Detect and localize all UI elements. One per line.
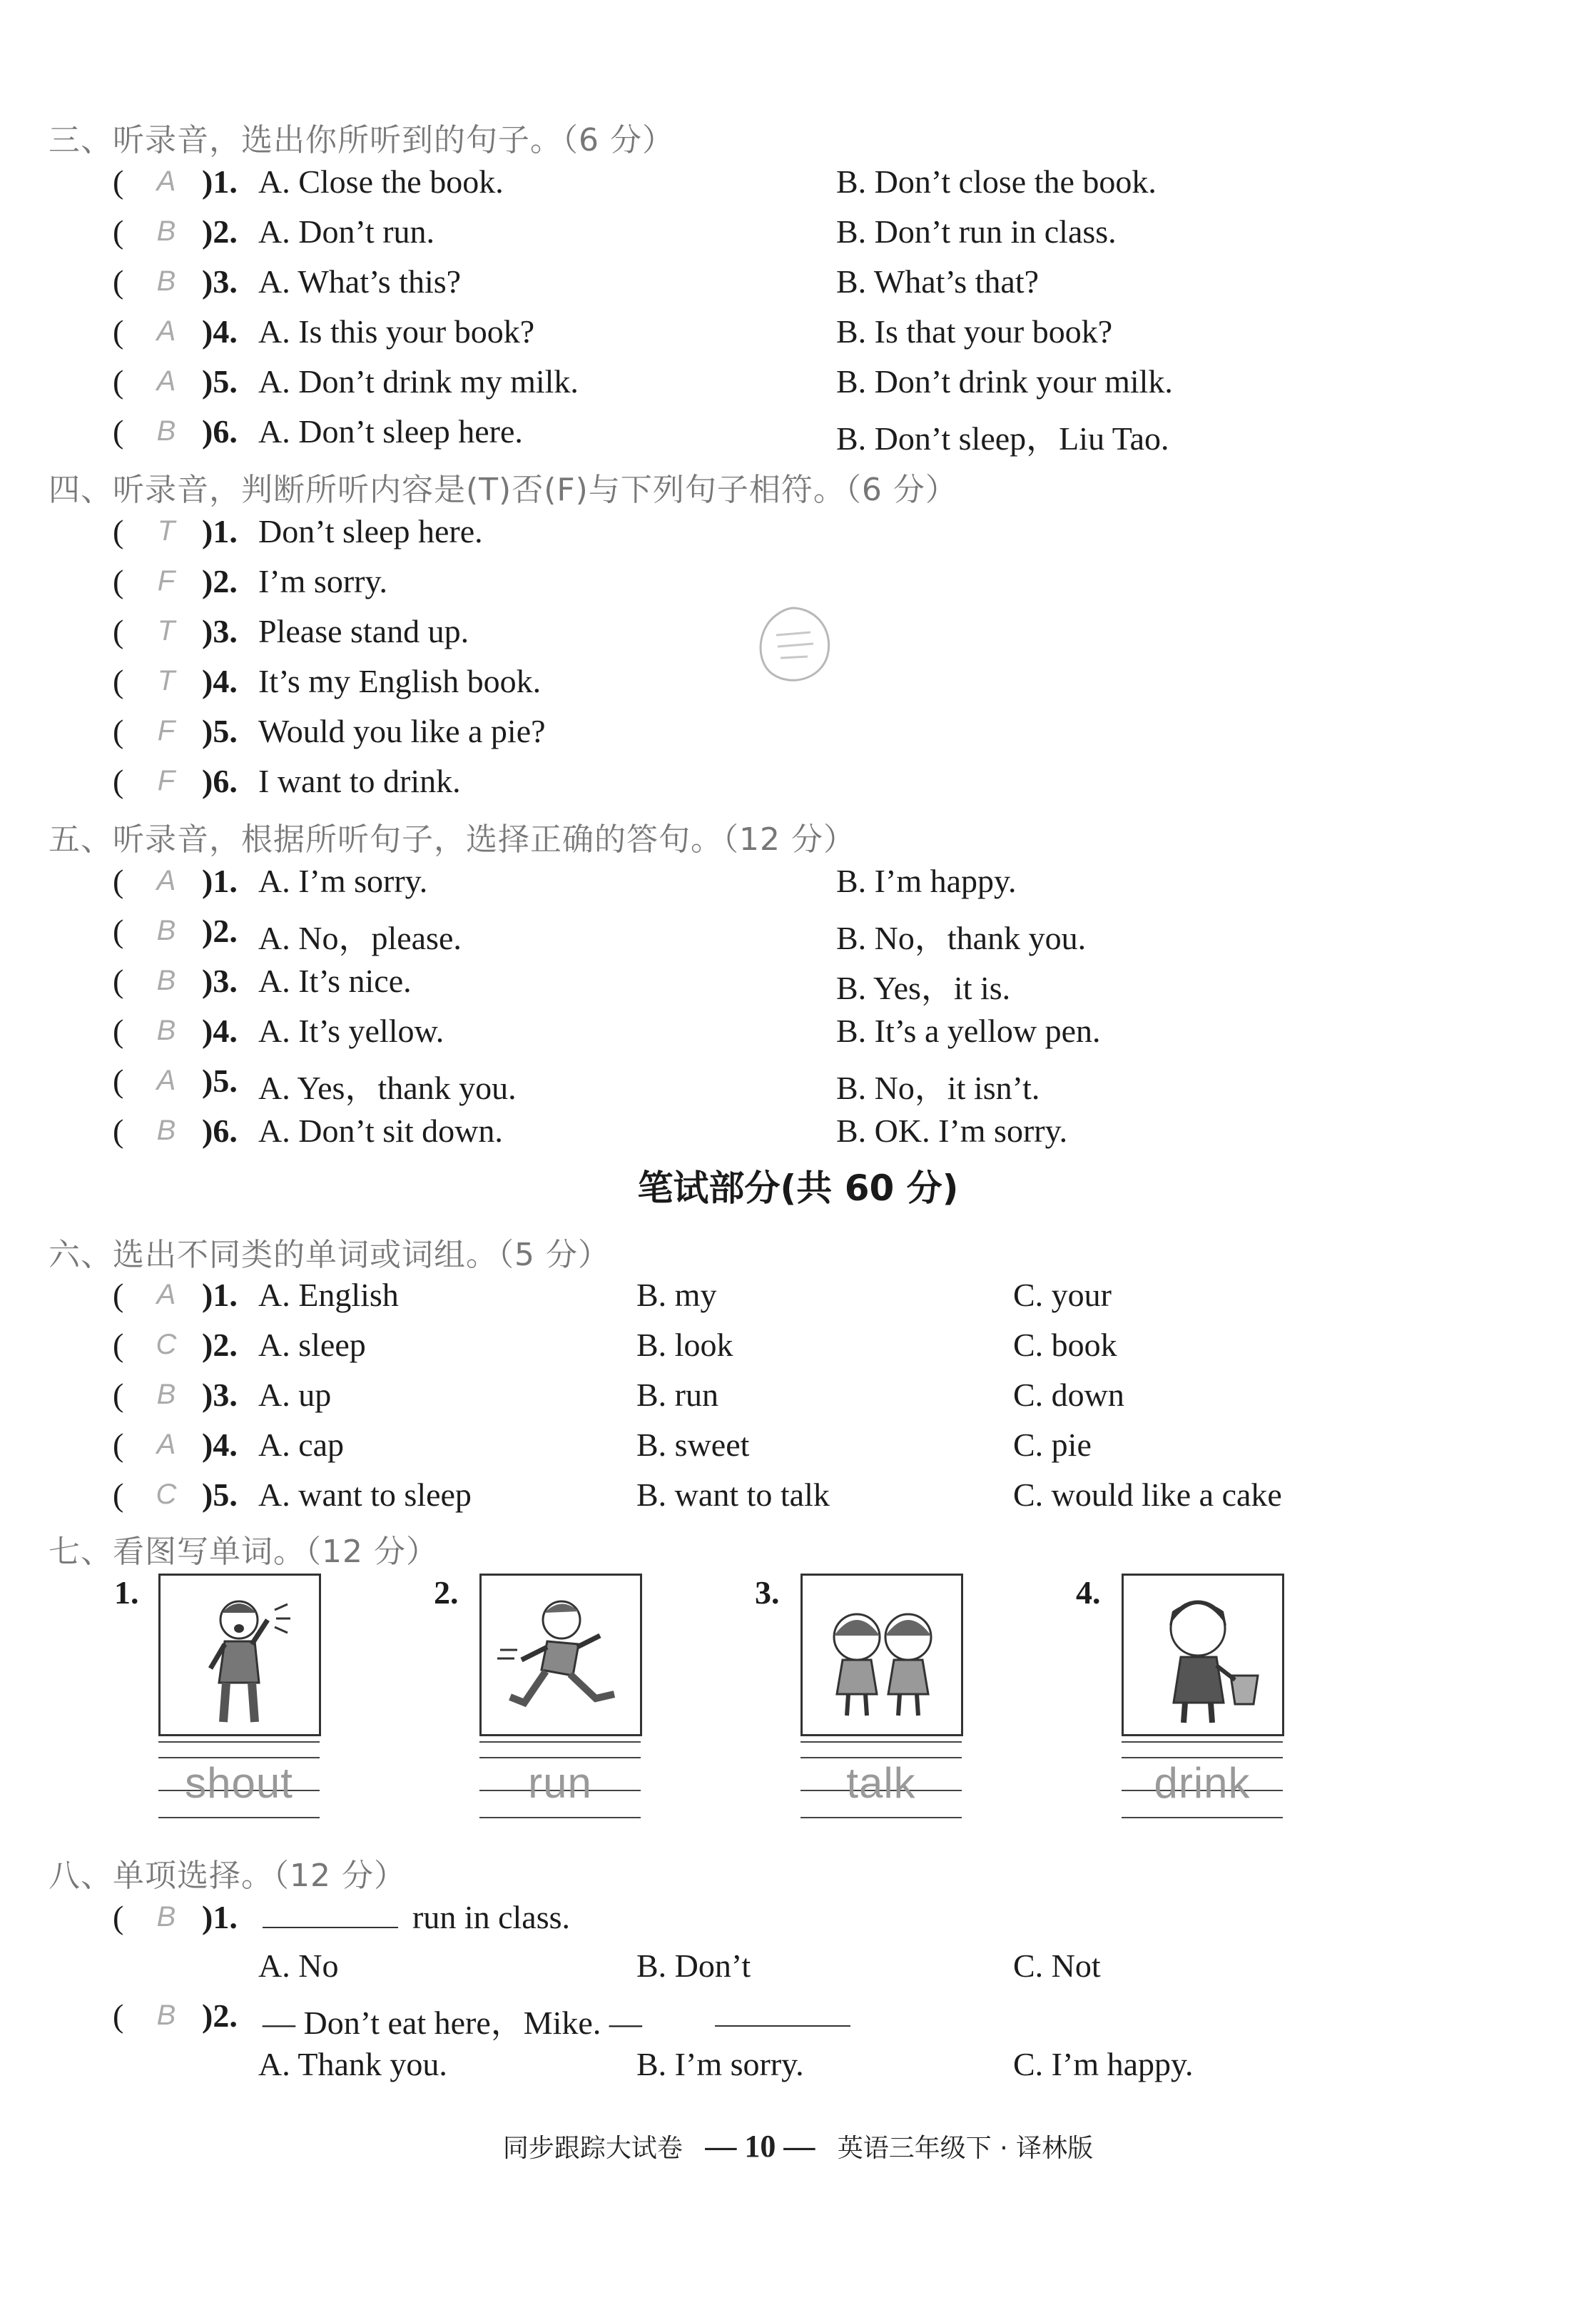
question-number: )1. — [202, 1899, 238, 1935]
question-row: ( A )1. A. Close the book. B. Don’t close the book. — [113, 163, 1157, 200]
option-b: B. Don’t drink your milk. — [836, 363, 1173, 400]
option-b: B. Don’t — [636, 1947, 751, 1984]
option-c: C. Not — [1013, 1947, 1101, 1984]
section-5-title: 五、听录音，根据所听句子，选择正确的答句。（12 分） — [49, 821, 855, 858]
answer-mark: B — [156, 265, 176, 297]
option-a: A. up — [258, 1377, 332, 1413]
question-row: ( F )2. I’m sorry. — [113, 563, 387, 599]
girl-drinking-illustration — [1124, 1576, 1282, 1734]
boy-running-illustration — [482, 1576, 640, 1734]
statement-text: It’s my English book. — [258, 663, 542, 699]
stamp-mark — [748, 599, 840, 692]
option-b: B. No，it isn’t. — [836, 1070, 1040, 1106]
question-row: ( B )4. A. It’s yellow. B. It’s a yellow pen. — [113, 1013, 1101, 1049]
option-a: A. Don’t sleep here. — [258, 413, 523, 450]
statement-text: I want to drink. — [258, 763, 461, 799]
option-a: A. No — [258, 1947, 339, 1984]
question-number: )2. — [202, 563, 238, 599]
picture-number: 2. — [434, 1574, 459, 1611]
statement-text: Don’t sleep here. — [258, 513, 483, 549]
question-number: )1. — [202, 1277, 238, 1313]
option-c: C. down — [1013, 1377, 1124, 1413]
option-a: A. No，please. — [258, 920, 462, 956]
question-row: ( B )2. A. Don’t run. B. Don’t run in class. — [113, 213, 1117, 250]
answer-mark: C — [156, 1329, 177, 1360]
picture-run — [479, 1574, 642, 1736]
question-row: ( B )6. A. Don’t sit down. B. OK. I’m sorry. — [113, 1113, 1068, 1149]
option-b: B. Is that your book? — [836, 313, 1113, 350]
question-row: ( B )3. A. It’s nice. B. Yes，it is. — [0, 962, 1596, 1012]
option-a: A. sleep — [258, 1327, 366, 1363]
question-number: )6. — [202, 1113, 238, 1149]
answer-mark: C — [156, 1479, 177, 1510]
answer-mark: T — [157, 615, 176, 647]
question-row: ( F )5. Would you like a pie? — [113, 713, 546, 749]
option-a: A. English — [258, 1277, 399, 1313]
blank-line — [263, 1898, 398, 1928]
option-b: B. my — [636, 1277, 717, 1313]
option-b: B. look — [636, 1327, 733, 1363]
question-row: ( A )5. A. Yes，thank you. B. No，it isn’t. — [0, 1062, 1596, 1112]
question-number: )2. — [202, 1997, 238, 2034]
question-number: )5. — [202, 363, 238, 400]
question-number: )5. — [202, 1063, 238, 1099]
option-b: B. I’m sorry. — [636, 2046, 804, 2082]
answer-mark: B — [156, 415, 176, 447]
option-b: B. Don’t run in class. — [836, 213, 1117, 250]
written-word: talk — [846, 1759, 916, 1807]
question-row: ( C )2. A. sleep B. look C. book — [113, 1327, 1117, 1363]
answer-mark: A — [156, 166, 176, 197]
question-number: )4. — [202, 1013, 238, 1049]
option-c: C. pie — [1013, 1427, 1092, 1463]
question-row: ( T )1. Don’t sleep here. — [113, 513, 483, 549]
option-b: B. Yes，it is. — [836, 970, 1011, 1006]
footer-subject: 英语三年级下 · 译林版 — [837, 2134, 1094, 2163]
question-number: )6. — [202, 413, 238, 450]
option-b: B. I’m happy. — [836, 863, 1017, 899]
answer-mark: B — [156, 1115, 176, 1146]
answer-mark: F — [157, 715, 176, 746]
question-number: )4. — [202, 663, 238, 699]
statement-text: Would you like a pie? — [258, 713, 546, 749]
question-number: )2. — [202, 1327, 238, 1363]
answer-mark: B — [156, 2000, 176, 2031]
option-b: B. want to talk — [636, 1476, 830, 1513]
written-word: drink — [1154, 1759, 1251, 1807]
picture-number: 4. — [1076, 1574, 1101, 1611]
answer-mark: B — [156, 965, 176, 996]
question-number: )2. — [202, 213, 238, 250]
option-a: A. want to sleep — [258, 1476, 472, 1513]
picture-talk — [800, 1574, 963, 1736]
answer-mark: B — [156, 915, 176, 946]
option-a: A. Is this your book? — [258, 313, 535, 350]
blank-line — [715, 1997, 850, 2027]
question-number: )4. — [202, 1427, 238, 1463]
question-row: ( B )1. run in class. — [113, 1899, 571, 1935]
option-a: A. cap — [258, 1427, 345, 1463]
question-number: )5. — [202, 1476, 238, 1513]
answer-mark: A — [156, 1065, 176, 1096]
option-c: C. I’m happy. — [1013, 2046, 1194, 2082]
question-number: )3. — [202, 1377, 238, 1413]
answer-mark: B — [156, 1379, 176, 1410]
option-a: A. It’s nice. — [258, 963, 412, 999]
option-c: C. book — [1013, 1327, 1117, 1363]
answer-mark: T — [157, 665, 176, 696]
answer-mark: T — [157, 515, 176, 547]
question-number: )1. — [202, 163, 238, 200]
question-row: ( T )4. It’s my English book. — [113, 663, 542, 699]
option-a: A. Yes，thank you. — [258, 1070, 517, 1106]
question-row: ( A )1. A. I’m sorry. B. I’m happy. — [113, 863, 1017, 899]
question-row: ( B )3. A. up B. run C. down — [113, 1377, 1124, 1413]
question-row: ( A )1. A. English B. my C. your — [113, 1277, 1112, 1313]
picture-number: 1. — [114, 1574, 139, 1611]
answer-mark: B — [156, 1901, 176, 1932]
question-number: )6. — [202, 763, 238, 799]
section-7-title: 七、看图写单词。（12 分） — [49, 1534, 438, 1570]
question-row: ( B )3. A. What’s this? B. What’s that? — [113, 263, 1040, 300]
question-row: ( A )4. A. Is this your book? B. Is that your book? — [113, 313, 1113, 350]
question-number: )4. — [202, 313, 238, 350]
question-number: )2. — [202, 913, 238, 949]
question-row: ( F )6. I want to drink. — [113, 763, 461, 799]
page-number: — 10 — — [705, 2129, 815, 2164]
picture-drink — [1122, 1574, 1284, 1736]
section-4-title: 四、听录音，判断所听内容是(T)否(F)与下列句子相符。（6 分） — [49, 472, 957, 508]
option-b: B. What’s that? — [836, 263, 1040, 300]
answer-mark: F — [157, 765, 176, 796]
section-8-title: 八、单项选择。（12 分） — [49, 1858, 406, 1894]
writing-lines — [1122, 1741, 1283, 1827]
option-a: A. I’m sorry. — [258, 863, 428, 899]
question-number: )5. — [202, 713, 238, 749]
question-row: ( B )2. A. No，please. B. No，thank you. — [0, 912, 1596, 962]
option-c: C. would like a cake — [1013, 1476, 1282, 1513]
written-part-heading: 笔试部分(共 60 分) — [637, 1167, 959, 1209]
option-a: A. Don’t sit down. — [258, 1113, 503, 1149]
option-b: B. Don’t sleep，Liu Tao. — [836, 420, 1169, 457]
answer-mark: A — [156, 865, 176, 896]
writing-lines — [800, 1741, 962, 1827]
answer-mark: F — [157, 565, 176, 597]
question-number: )3. — [202, 613, 238, 649]
answer-mark: A — [156, 1279, 176, 1310]
option-a: A. What’s this? — [258, 263, 462, 300]
section-6-title: 六、选出不同类的单词或词组。（5 分） — [49, 1237, 610, 1273]
answer-mark: B — [156, 1015, 176, 1046]
answer-mark: A — [156, 1429, 176, 1460]
girls-talking-illustration — [803, 1576, 961, 1734]
written-word: shout — [185, 1759, 293, 1807]
page-footer — [0, 2128, 1596, 2164]
writing-lines — [158, 1741, 320, 1827]
question-number: )1. — [202, 513, 238, 549]
writing-lines — [479, 1741, 641, 1827]
question-row: ( T )3. Please stand up. — [113, 613, 469, 649]
question-row: ( A )4. A. cap B. sweet C. pie — [113, 1427, 1092, 1463]
picture-number: 3. — [755, 1574, 780, 1611]
option-b: B. It’s a yellow pen. — [836, 1013, 1101, 1049]
question-stem: — Don’t eat here，Mike. — — [263, 2005, 642, 2041]
option-b: B. run — [636, 1377, 718, 1413]
option-b: B. sweet — [636, 1427, 750, 1463]
option-c: C. your — [1013, 1277, 1112, 1313]
options-row — [0, 1947, 1596, 1997]
statement-text: I’m sorry. — [258, 563, 387, 599]
question-stem: run in class. — [412, 1899, 571, 1935]
question-row: ( B )6. A. Don’t sleep here. B. Don’t sleep，Liu Tao. — [0, 412, 1596, 462]
options-row — [0, 2045, 1596, 2095]
footer-series: 同步跟踪大试卷 — [502, 2134, 683, 2163]
option-a: A. Don’t run. — [258, 213, 435, 250]
option-b: B. No，thank you. — [836, 920, 1087, 956]
option-a: A. Close the book. — [258, 163, 504, 200]
answer-mark: B — [156, 216, 176, 247]
section-3-title: 三、听录音，选出你所听到的句子。（6 分） — [49, 122, 674, 158]
question-row: ( A )5. A. Don’t drink my milk. B. Don’t drink your milk. — [113, 363, 1173, 400]
picture-shout — [158, 1574, 321, 1736]
option-a: A. Thank you. — [258, 2046, 447, 2082]
written-word: run — [528, 1759, 592, 1807]
answer-mark: A — [156, 315, 176, 347]
option-a: A. Don’t drink my milk. — [258, 363, 579, 400]
statement-text: Please stand up. — [258, 613, 469, 649]
option-a: A. It’s yellow. — [258, 1013, 444, 1049]
answer-mark: A — [156, 365, 176, 397]
question-row: ( B )2. — Don’t eat here，Mike. — — [0, 1997, 1596, 2047]
option-b: B. OK. I’m sorry. — [836, 1113, 1068, 1149]
question-number: )1. — [202, 863, 238, 899]
question-number: )3. — [202, 963, 238, 999]
question-row: ( C )5. A. want to sleep B. want to talk C. would like a cake — [113, 1476, 1282, 1513]
question-number: )3. — [202, 263, 238, 300]
boy-shouting-illustration — [161, 1576, 319, 1734]
option-b: B. Don’t close the book. — [836, 163, 1157, 200]
